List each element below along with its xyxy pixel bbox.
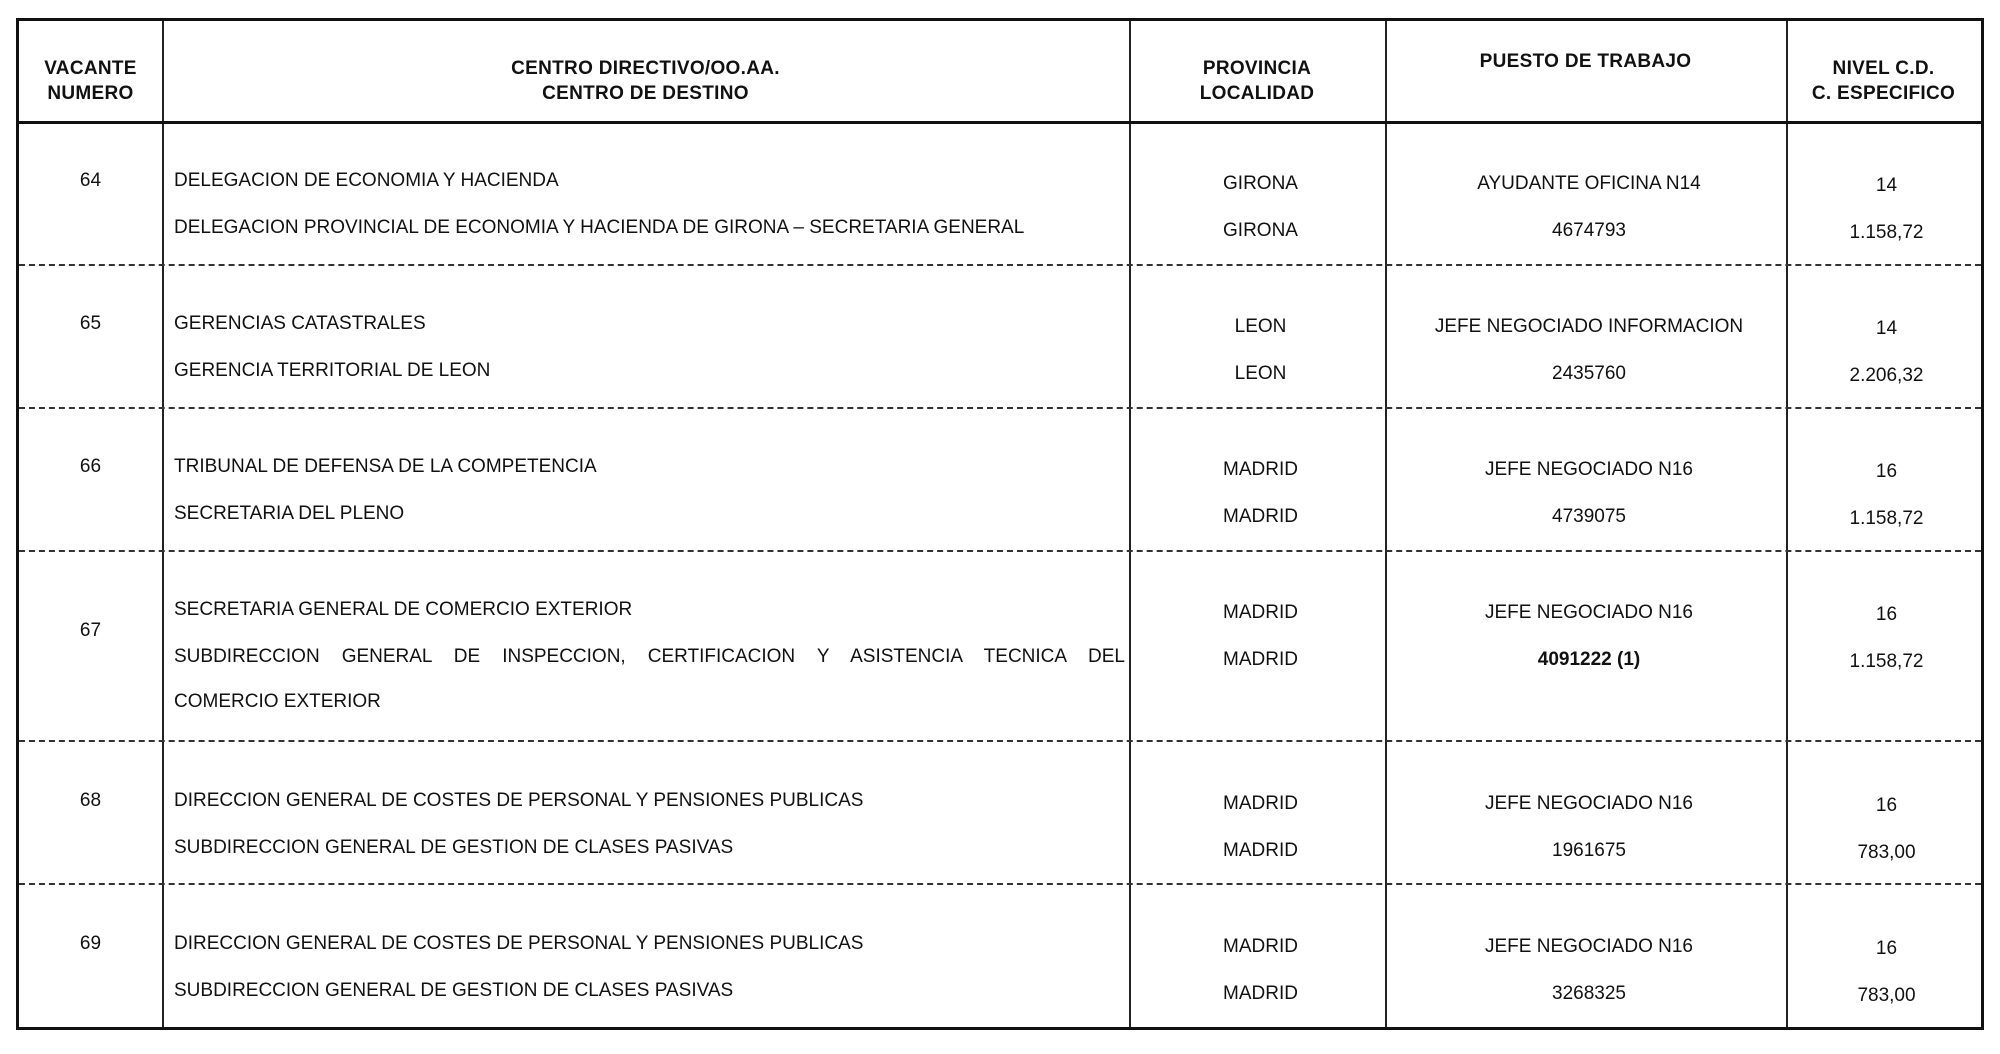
row-divider [19, 883, 1981, 885]
centro-directivo: TRIBUNAL DE DEFENSA DE LA COMPETENCIA [174, 456, 597, 477]
centro-destino-continuation: COMERCIO EXTERIOR [174, 691, 381, 712]
puesto-codigo: 4091222 (1) [1537, 649, 1641, 670]
row-divider [19, 740, 1981, 742]
puesto-codigo: 1961675 [1552, 840, 1626, 861]
header-divider [19, 121, 1981, 124]
nivel-cd: 16 [1875, 461, 1898, 482]
header-nivel-line: NIVEL C.D. [1832, 58, 1935, 79]
provincia: MADRID [1223, 459, 1298, 480]
centro-destino: DELEGACION PROVINCIAL DE ECONOMIA Y HACIENDA DE GIRONA – SECRETARIA GENERAL [174, 217, 1025, 238]
nivel-cd: 16 [1875, 938, 1898, 959]
vacancies-table [16, 18, 1984, 1030]
header-puesto-line: PUESTO DE TRABAJO [1479, 51, 1692, 72]
header-vacante-line: VACANTE [44, 58, 137, 79]
column-divider [162, 21, 164, 1027]
complemento-especifico: 1.158,72 [1849, 222, 1924, 243]
localidad: MADRID [1223, 983, 1298, 1004]
complemento-especifico: 2.206,32 [1849, 365, 1924, 386]
header-centro-line: CENTRO DIRECTIVO/OO.AA. [511, 58, 780, 79]
provincia: MADRID [1223, 936, 1298, 957]
centro-directivo: DIRECCION GENERAL DE COSTES DE PERSONAL Y PENSIONES PUBLICAS [174, 933, 864, 954]
complemento-especifico: 1.158,72 [1849, 651, 1924, 672]
provincia: LEON [1234, 316, 1287, 337]
nivel-cd: 14 [1875, 175, 1898, 196]
header-provincia-line: PROVINCIA [1202, 58, 1312, 79]
header-provincia-line: LOCALIDAD [1199, 83, 1315, 104]
header-vacante-line: NUMERO [47, 83, 134, 104]
centro-directivo: SECRETARIA GENERAL DE COMERCIO EXTERIOR [174, 599, 633, 620]
localidad: MADRID [1223, 840, 1298, 861]
header-nivel-line: C. ESPECIFICO [1811, 83, 1956, 104]
vacante-numero: 65 [79, 313, 102, 334]
provincia: MADRID [1223, 793, 1298, 814]
puesto-codigo: 3268325 [1552, 983, 1626, 1004]
puesto-codigo: 4739075 [1552, 506, 1626, 527]
nivel-cd: 16 [1875, 795, 1898, 816]
complemento-especifico: 1.158,72 [1849, 508, 1924, 529]
puesto-trabajo: JEFE NEGOCIADO N16 [1485, 602, 1693, 623]
puesto-codigo: 4674793 [1552, 220, 1626, 241]
centro-destino: SECRETARIA DEL PLENO [174, 503, 405, 524]
row-divider [19, 264, 1981, 266]
centro-directivo: DELEGACION DE ECONOMIA Y HACIENDA [174, 170, 559, 191]
centro-directivo: DIRECCION GENERAL DE COSTES DE PERSONAL Y PENSIONES PUBLICAS [174, 790, 864, 811]
vacante-numero: 64 [79, 170, 102, 191]
centro-destino: SUBDIRECCION GENERAL DE GESTION DE CLASES PASIVAS [174, 980, 734, 1001]
nivel-cd: 14 [1875, 318, 1898, 339]
row-divider [19, 407, 1981, 409]
provincia: MADRID [1223, 602, 1298, 623]
localidad: MADRID [1223, 649, 1298, 670]
centro-directivo: GERENCIAS CATASTRALES [174, 313, 426, 334]
puesto-trabajo: JEFE NEGOCIADO N16 [1485, 793, 1693, 814]
vacante-numero: 68 [79, 790, 102, 811]
vacante-numero: 66 [79, 456, 102, 477]
row-divider [19, 550, 1981, 552]
puesto-codigo: 2435760 [1552, 363, 1626, 384]
localidad: GIRONA [1223, 220, 1298, 241]
puesto-trabajo: JEFE NEGOCIADO N16 [1485, 936, 1693, 957]
puesto-trabajo: AYUDANTE OFICINA N14 [1477, 173, 1701, 194]
complemento-especifico: 783,00 [1857, 842, 1916, 863]
centro-destino: SUBDIRECCION GENERAL DE GESTION DE CLASES PASIVAS [174, 837, 734, 858]
centro-destino: GERENCIA TERRITORIAL DE LEON [174, 360, 491, 381]
vacante-numero: 67 [79, 620, 102, 641]
vacante-numero: 69 [79, 933, 102, 954]
provincia: GIRONA [1223, 173, 1298, 194]
complemento-especifico: 783,00 [1857, 985, 1916, 1006]
localidad: LEON [1234, 363, 1287, 384]
localidad: MADRID [1223, 506, 1298, 527]
puesto-trabajo: JEFE NEGOCIADO INFORMACION [1434, 316, 1744, 337]
nivel-cd: 16 [1875, 604, 1898, 625]
header-centro-line: CENTRO DE DESTINO [542, 83, 749, 104]
puesto-trabajo: JEFE NEGOCIADO N16 [1485, 459, 1693, 480]
centro-destino: SUBDIRECCION GENERAL DE INSPECCION, CERTIFICACION Y ASISTENCIA TECNICA DEL [174, 646, 1125, 667]
